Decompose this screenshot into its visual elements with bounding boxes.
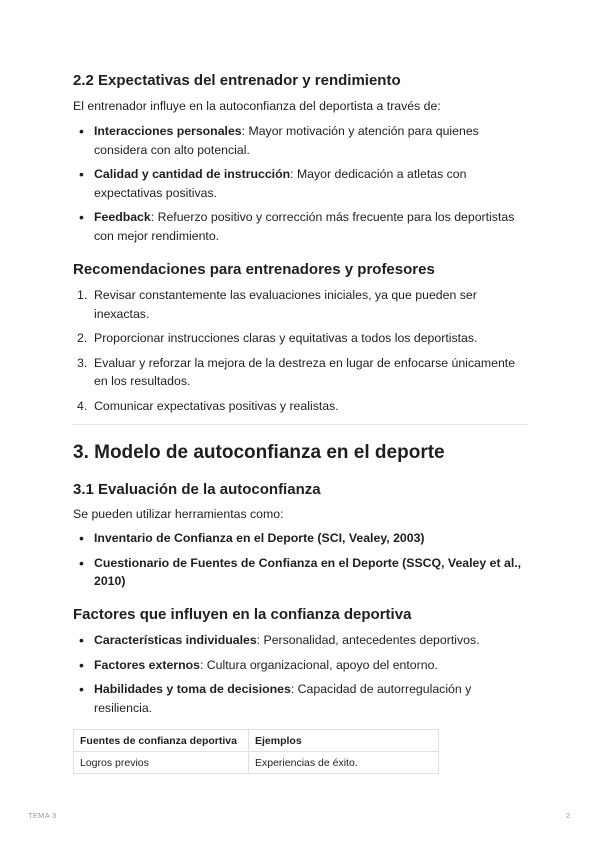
item-text: Evaluar y reforzar la mejora de la destreza en lugar de enfocarse únicamente en los resultados.	[94, 355, 516, 388]
item-text: : Refuerzo positivo y corrección más frecuente para los deportistas con mejor rendimiento.	[94, 210, 515, 243]
item-term: Calidad y cantidad de instrucción	[94, 167, 291, 181]
table-cell: Experiencias de éxito.	[249, 752, 439, 774]
item-text: : Mayor motivación y atención para quienes considera con alto potencial.	[94, 124, 479, 157]
list-item	[73, 680, 528, 717]
item-number: 2.	[77, 331, 88, 345]
section-2-2-heading: 2.2 Expectativas del entrenador y rendimiento	[73, 72, 401, 89]
list-item	[73, 329, 528, 348]
item-number: 4.	[77, 398, 88, 413]
table-row	[74, 752, 439, 774]
factors-list	[73, 631, 528, 717]
item-text: Revisar constantemente las evaluaciones iniciales, ya que pueden ser inexactas.	[94, 288, 477, 321]
bullet-icon: •	[79, 632, 84, 648]
item-text: : Mayor dedicación a atletas con expectativas positivas.	[94, 167, 467, 200]
section-3-1-intro: Se pueden utilizar herramientas como:	[73, 507, 284, 521]
item-text: : Capacidad de autorregulación y resiliencia.	[94, 682, 472, 715]
section-divider	[73, 424, 528, 425]
item-term: Inventario de Confianza en el Deporte (SCI, Vealey, 2003)	[94, 531, 425, 545]
table-cell: Logros previos	[74, 752, 249, 774]
list-item	[73, 354, 528, 391]
list-item	[73, 529, 528, 548]
item-text: Comunicar expectativas positivas y realistas.	[94, 398, 339, 413]
item-term: Interacciones personales	[94, 124, 242, 138]
item-term: Características individuales	[94, 633, 257, 647]
table-header-cell: Ejemplos	[249, 730, 439, 752]
section-2-2-intro: El entrenador influye en la autoconfianza del deportista a través de:	[73, 99, 441, 113]
recommendations-heading: Recomendaciones para entrenadores y profesores	[73, 261, 435, 278]
item-number: 3.	[77, 355, 88, 370]
item-number: 1.	[77, 288, 88, 302]
footer-chapter-label: TEMA 3	[28, 811, 57, 820]
footer-page-number: 2	[566, 811, 571, 820]
list-item	[73, 165, 528, 202]
coach-influence-list	[73, 122, 528, 245]
bullet-icon: •	[79, 166, 84, 182]
recommendations-list	[73, 286, 528, 415]
list-item	[73, 122, 528, 159]
list-item	[73, 286, 528, 323]
item-term: Cuestionario de Fuentes de Confianza en el Deporte (SSCQ, Vealey et al., 2010)	[94, 555, 522, 588]
table-header-row	[74, 730, 439, 752]
list-item	[73, 208, 528, 245]
factors-heading: Factores que influyen en la confianza deportiva	[73, 606, 412, 623]
bullet-icon: •	[79, 123, 84, 139]
bullet-icon: •	[79, 530, 84, 546]
tools-list	[73, 529, 528, 591]
item-text: Proporcionar instrucciones claras y equitativas a todos los deportistas.	[94, 331, 478, 345]
item-text: : Personalidad, antecedentes deportivos.	[256, 633, 480, 647]
section-3-heading: 3. Modelo de autoconfianza en el deporte	[73, 442, 445, 463]
bullet-icon: •	[79, 554, 84, 571]
item-term: Feedback	[94, 210, 151, 224]
list-item	[73, 656, 528, 675]
item-term: Habilidades y toma de decisiones	[94, 682, 291, 696]
bullet-icon: •	[79, 209, 84, 225]
table-header-cell: Fuentes de confianza deportiva	[74, 730, 249, 752]
list-item	[73, 554, 528, 591]
item-text: : Cultura organizacional, apoyo del entorno.	[199, 657, 438, 672]
section-3-1-heading: 3.1 Evaluación de la autoconfianza	[73, 481, 321, 498]
item-term: Factores externos	[94, 657, 200, 672]
list-item	[73, 397, 528, 416]
list-item	[73, 631, 528, 650]
bullet-icon: •	[79, 656, 84, 673]
bullet-icon: •	[79, 681, 84, 697]
confidence-sources-table	[73, 729, 439, 774]
